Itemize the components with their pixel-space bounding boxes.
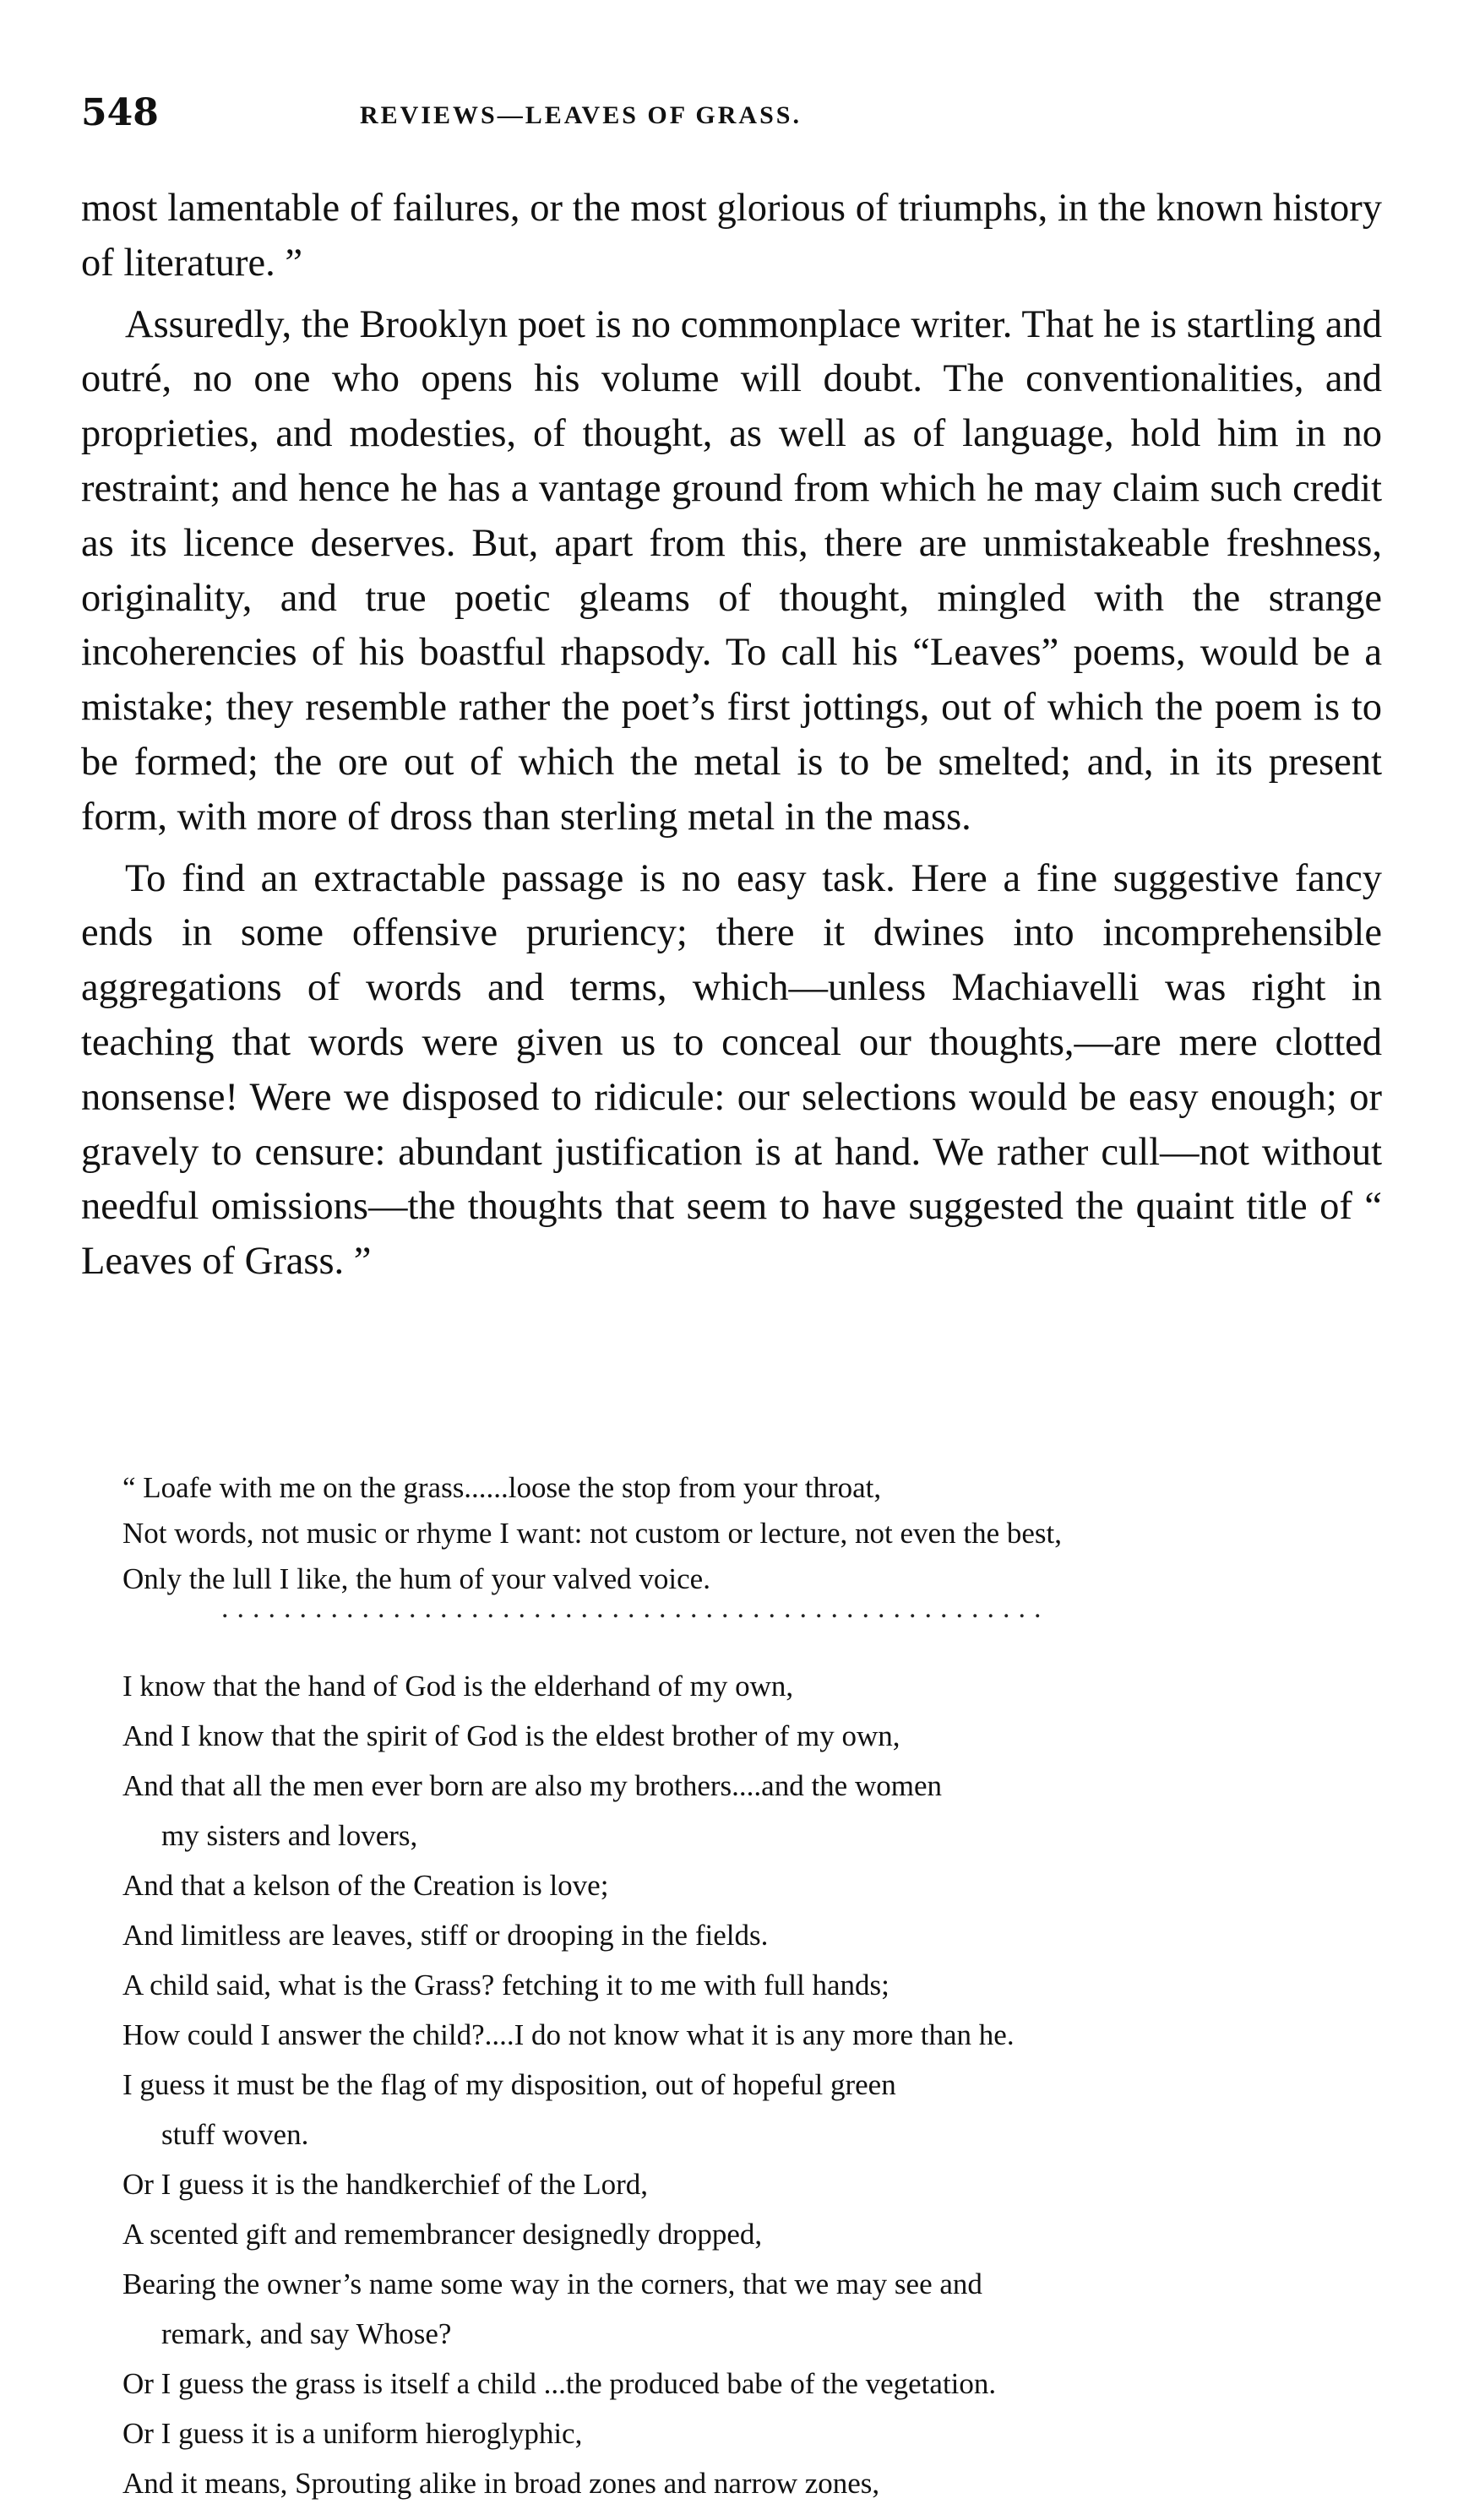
verse-line: “ Loafe with me on the grass......loose the stop from your throat, (122, 1471, 882, 1504)
verse-line: And that all the men ever born are also my brothers....and the women (122, 1769, 942, 1802)
verse-line: How could I answer the child?....I do not know what it is any more than he. (122, 2018, 1015, 2051)
verse-line: A scented gift and remembrancer designedly dropped, (122, 2218, 763, 2251)
verse-line: Only the lull I like, the hum of your valved voice. (122, 1562, 710, 1595)
verse-line: Not words, not music or rhyme I want: not custom or lecture, not even the best, (122, 1517, 1062, 1550)
verse-line: I guess it must be the flag of my disposition, out of hopeful green (122, 2068, 896, 2101)
verse-line: Or I guess it is the handkerchief of the Lord, (122, 2168, 649, 2201)
verse-line: And that a kelson of the Creation is love; (122, 1869, 609, 1902)
page-header (81, 91, 1382, 142)
verse-quotation-1 (122, 1465, 1381, 1602)
paragraph: Assuredly, the Brooklyn poet is no commonplace writer. That he is startling and outré, no one who opens his volume will doubt. The conventionalities, and proprieties, and modesties, of thought, as well as of language, hold him in no restraint; and hence he has a vantage ground from which he may claim such credit as its licence deserves. But, apart from this, there are unmistakeable freshness, originality, and true poetic gleams of thought, mingled with the strange incoherencies of his boastful rhapsody. To call his “Leaves” poems, would be a mistake; they resemble rather the poet’s first jottings, out of which the poem is to be formed; the ore out of which the metal is to be smelted; and, in its present form, with more of dross than sterling metal in the mass. (81, 302, 1382, 839)
body-text (81, 182, 1382, 1290)
paragraph: To find an extractable passage is no easy task. Here a fine suggestive fancy ends in some offensive pruriency; there it dwines into incomprehensible aggregations of words and terms, which—unless Machiavelli was right in teaching that words were given us to conceal our thoughts,—are mere clotted nonsense! Were we disposed to ridicule: our selections would be easy enough; or gravely to censure: abundant justification is at hand. We rather cull—not without needful omissions—the thoughts that seem to have suggested the quaint title of “ Leaves of Grass. ” (81, 856, 1382, 1284)
verse-line: Or I guess the grass is itself a child ...the produced babe of the vegetation. (122, 2367, 997, 2400)
verse-line: And it means, Sprouting alike in broad zones and narrow zones, (122, 2467, 880, 2500)
page-number: 548 (81, 91, 159, 134)
verse-line: Or I guess it is a uniform hieroglyphic, (122, 2417, 583, 2450)
verse-line: I know that the hand of God is the elderhand of my own, (122, 1670, 794, 1703)
verse-line: A child said, what is the Grass? fetching it to me with full hands; (122, 1969, 889, 2001)
running-head: REVIEWS—LEAVES OF GRASS. (360, 101, 802, 129)
verse-line: And I know that the spirit of God is the eldest brother of my own, (122, 1719, 900, 1752)
verse-line-continuation: remark, and say Whose? (161, 2317, 452, 2350)
omission-dots: ..................................................... (221, 1593, 1050, 1624)
verse-line: And limitless are leaves, stiff or drooping in the fields. (122, 1919, 769, 1952)
verse-quotation-2 (122, 1661, 1381, 2508)
verse-line-continuation: my sisters and lovers, (161, 1819, 418, 1852)
verse-line: Bearing the owner’s name some way in the corners, that we may see and (122, 2267, 982, 2300)
paragraph: most lamentable of failures, or the most glorious of triumphs, in the known history of literature. ” (81, 187, 1382, 285)
verse-line-continuation: stuff woven. (161, 2118, 309, 2151)
